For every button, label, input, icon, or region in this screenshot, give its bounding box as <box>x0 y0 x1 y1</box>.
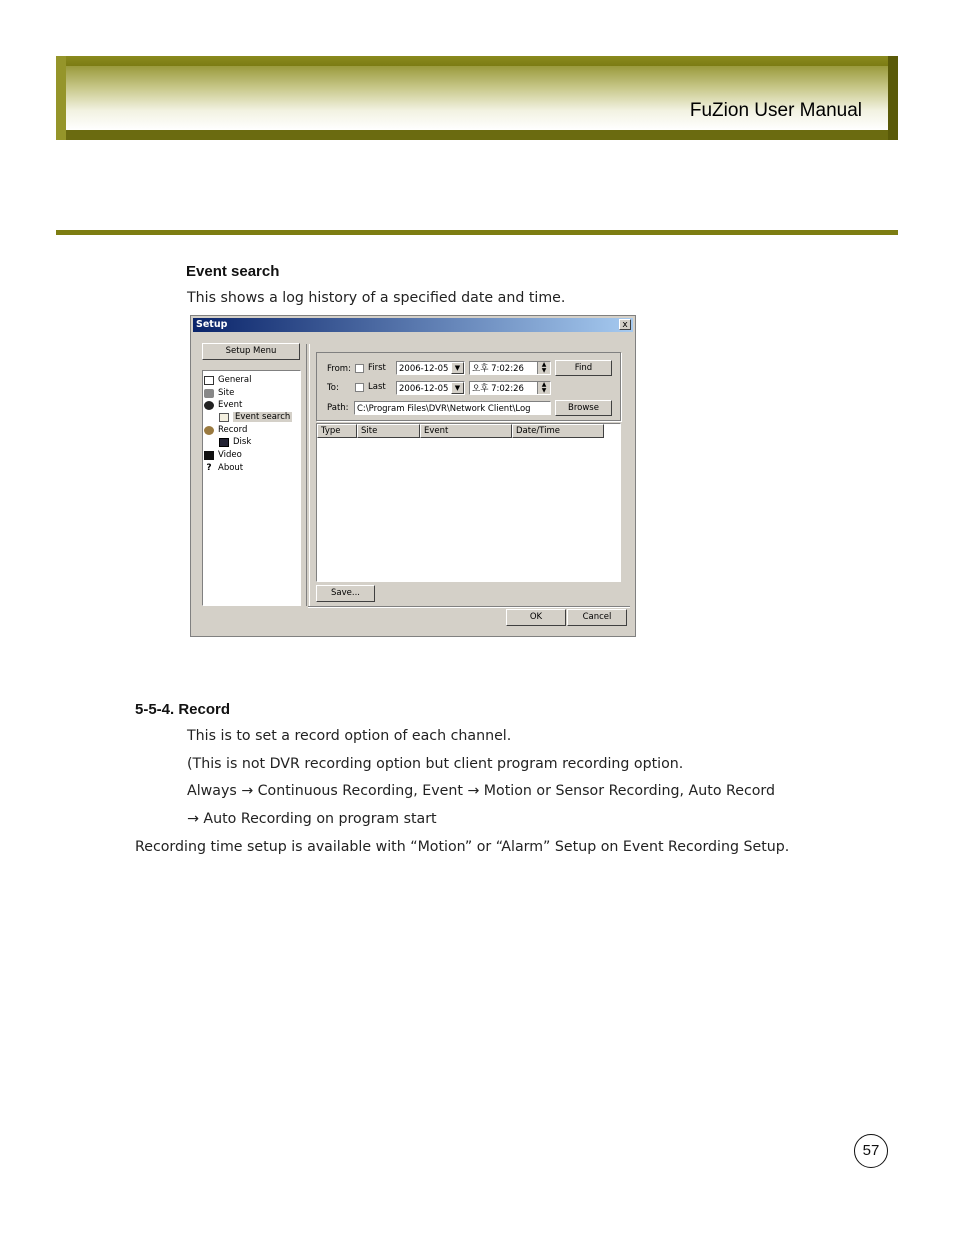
spin-icon[interactable]: ▲ ▼ <box>537 362 550 374</box>
chevron-down-icon[interactable]: ▼ <box>451 382 464 394</box>
from-date-value: 2006-12-05 <box>399 364 449 374</box>
setup-menu-button[interactable]: Setup Menu <box>202 343 300 360</box>
tree-item-about[interactable] <box>204 463 243 473</box>
ok-button[interactable]: OK <box>506 609 566 626</box>
page-number: 57 <box>854 1134 888 1168</box>
site-icon <box>204 389 214 398</box>
tree-item-video[interactable] <box>204 450 242 460</box>
from-label: From: <box>327 364 351 374</box>
tree-item-label: Record <box>218 425 248 435</box>
tree-item-label: Event search <box>235 412 291 422</box>
general-icon <box>204 376 214 385</box>
browse-button[interactable]: Browse <box>555 400 612 416</box>
tree-item-label: Video <box>218 450 242 460</box>
setup-tree <box>202 370 301 606</box>
from-time-value: 오후 7:02:26 <box>472 364 524 374</box>
header-banner <box>56 56 898 140</box>
close-icon[interactable]: x <box>619 319 631 330</box>
tree-item-label: About <box>218 463 244 473</box>
column-header-event[interactable]: Event <box>420 424 512 438</box>
to-date-value: 2006-12-05 <box>399 384 449 394</box>
disk-icon <box>219 438 229 447</box>
to-date-select[interactable] <box>396 381 465 395</box>
record-heading: 5-5-4. Record <box>135 701 231 718</box>
setup-window <box>190 315 636 637</box>
save-button[interactable]: Save... <box>316 585 375 602</box>
event-search-heading: Event search <box>186 263 280 280</box>
column-header-site[interactable]: Site <box>357 424 420 438</box>
last-label: Last <box>368 382 386 392</box>
event-search-description: This shows a log history of a specified date and time. <box>187 290 566 306</box>
column-header-datetime[interactable]: Date/Time <box>512 424 604 438</box>
horizontal-separator <box>308 606 630 608</box>
banner-bevel <box>888 56 898 140</box>
tree-item-record[interactable] <box>204 425 247 435</box>
path-input[interactable]: C:\Program Files\DVR\Network Client\Log <box>354 401 551 415</box>
column-header-type[interactable]: Type <box>317 424 357 438</box>
tree-item-event[interactable] <box>204 400 242 410</box>
tree-item-label: Disk <box>233 437 252 447</box>
window-title: Setup <box>196 319 228 330</box>
about-icon: ? <box>206 462 212 473</box>
window-titlebar <box>193 318 633 332</box>
record-text-line: Recording time setup is available with “Motion” or “Alarm” Setup on Event Recording Setup. <box>135 839 790 855</box>
tree-item-label: Event <box>218 400 243 410</box>
path-label: Path: <box>327 403 349 413</box>
tree-item-disk[interactable] <box>219 437 251 447</box>
first-checkbox[interactable] <box>355 364 364 373</box>
to-label: To: <box>327 383 339 393</box>
manual-title: FuZion User Manual <box>689 100 862 121</box>
spin-icon[interactable]: ▲ ▼ <box>537 382 550 394</box>
video-icon <box>204 451 214 460</box>
last-checkbox[interactable] <box>355 383 364 392</box>
cancel-button[interactable]: Cancel <box>567 609 627 626</box>
record-text-line: (This is not DVR recording option but client program recording option. <box>187 756 684 772</box>
record-icon <box>204 426 214 435</box>
record-text-line: This is to set a record option of each channel. <box>187 728 512 744</box>
record-text-line: Always → Continuous Recording, Event → Motion or Sensor Recording, Auto Record <box>187 783 776 799</box>
find-button[interactable]: Find <box>555 360 612 376</box>
tree-item-label: General <box>218 375 252 385</box>
from-date-select[interactable] <box>396 361 465 375</box>
event-icon <box>204 401 214 410</box>
vertical-separator <box>306 344 310 606</box>
event-search-icon <box>219 413 229 422</box>
tree-item-site[interactable] <box>204 388 234 398</box>
tree-item-general[interactable] <box>204 375 252 385</box>
chevron-down-icon[interactable]: ▼ <box>451 362 464 374</box>
first-label: First <box>368 363 386 373</box>
event-list[interactable] <box>316 423 621 582</box>
to-time-value: 오후 7:02:26 <box>472 384 524 394</box>
banner-bevel <box>56 56 898 66</box>
banner-bevel <box>56 56 66 140</box>
tree-item-event-search[interactable] <box>219 412 292 422</box>
tree-item-label: Site <box>218 388 235 398</box>
section-divider <box>56 230 898 235</box>
from-time-field[interactable] <box>469 361 551 375</box>
record-text-line: → Auto Recording on program start <box>187 811 437 827</box>
to-time-field[interactable] <box>469 381 551 395</box>
